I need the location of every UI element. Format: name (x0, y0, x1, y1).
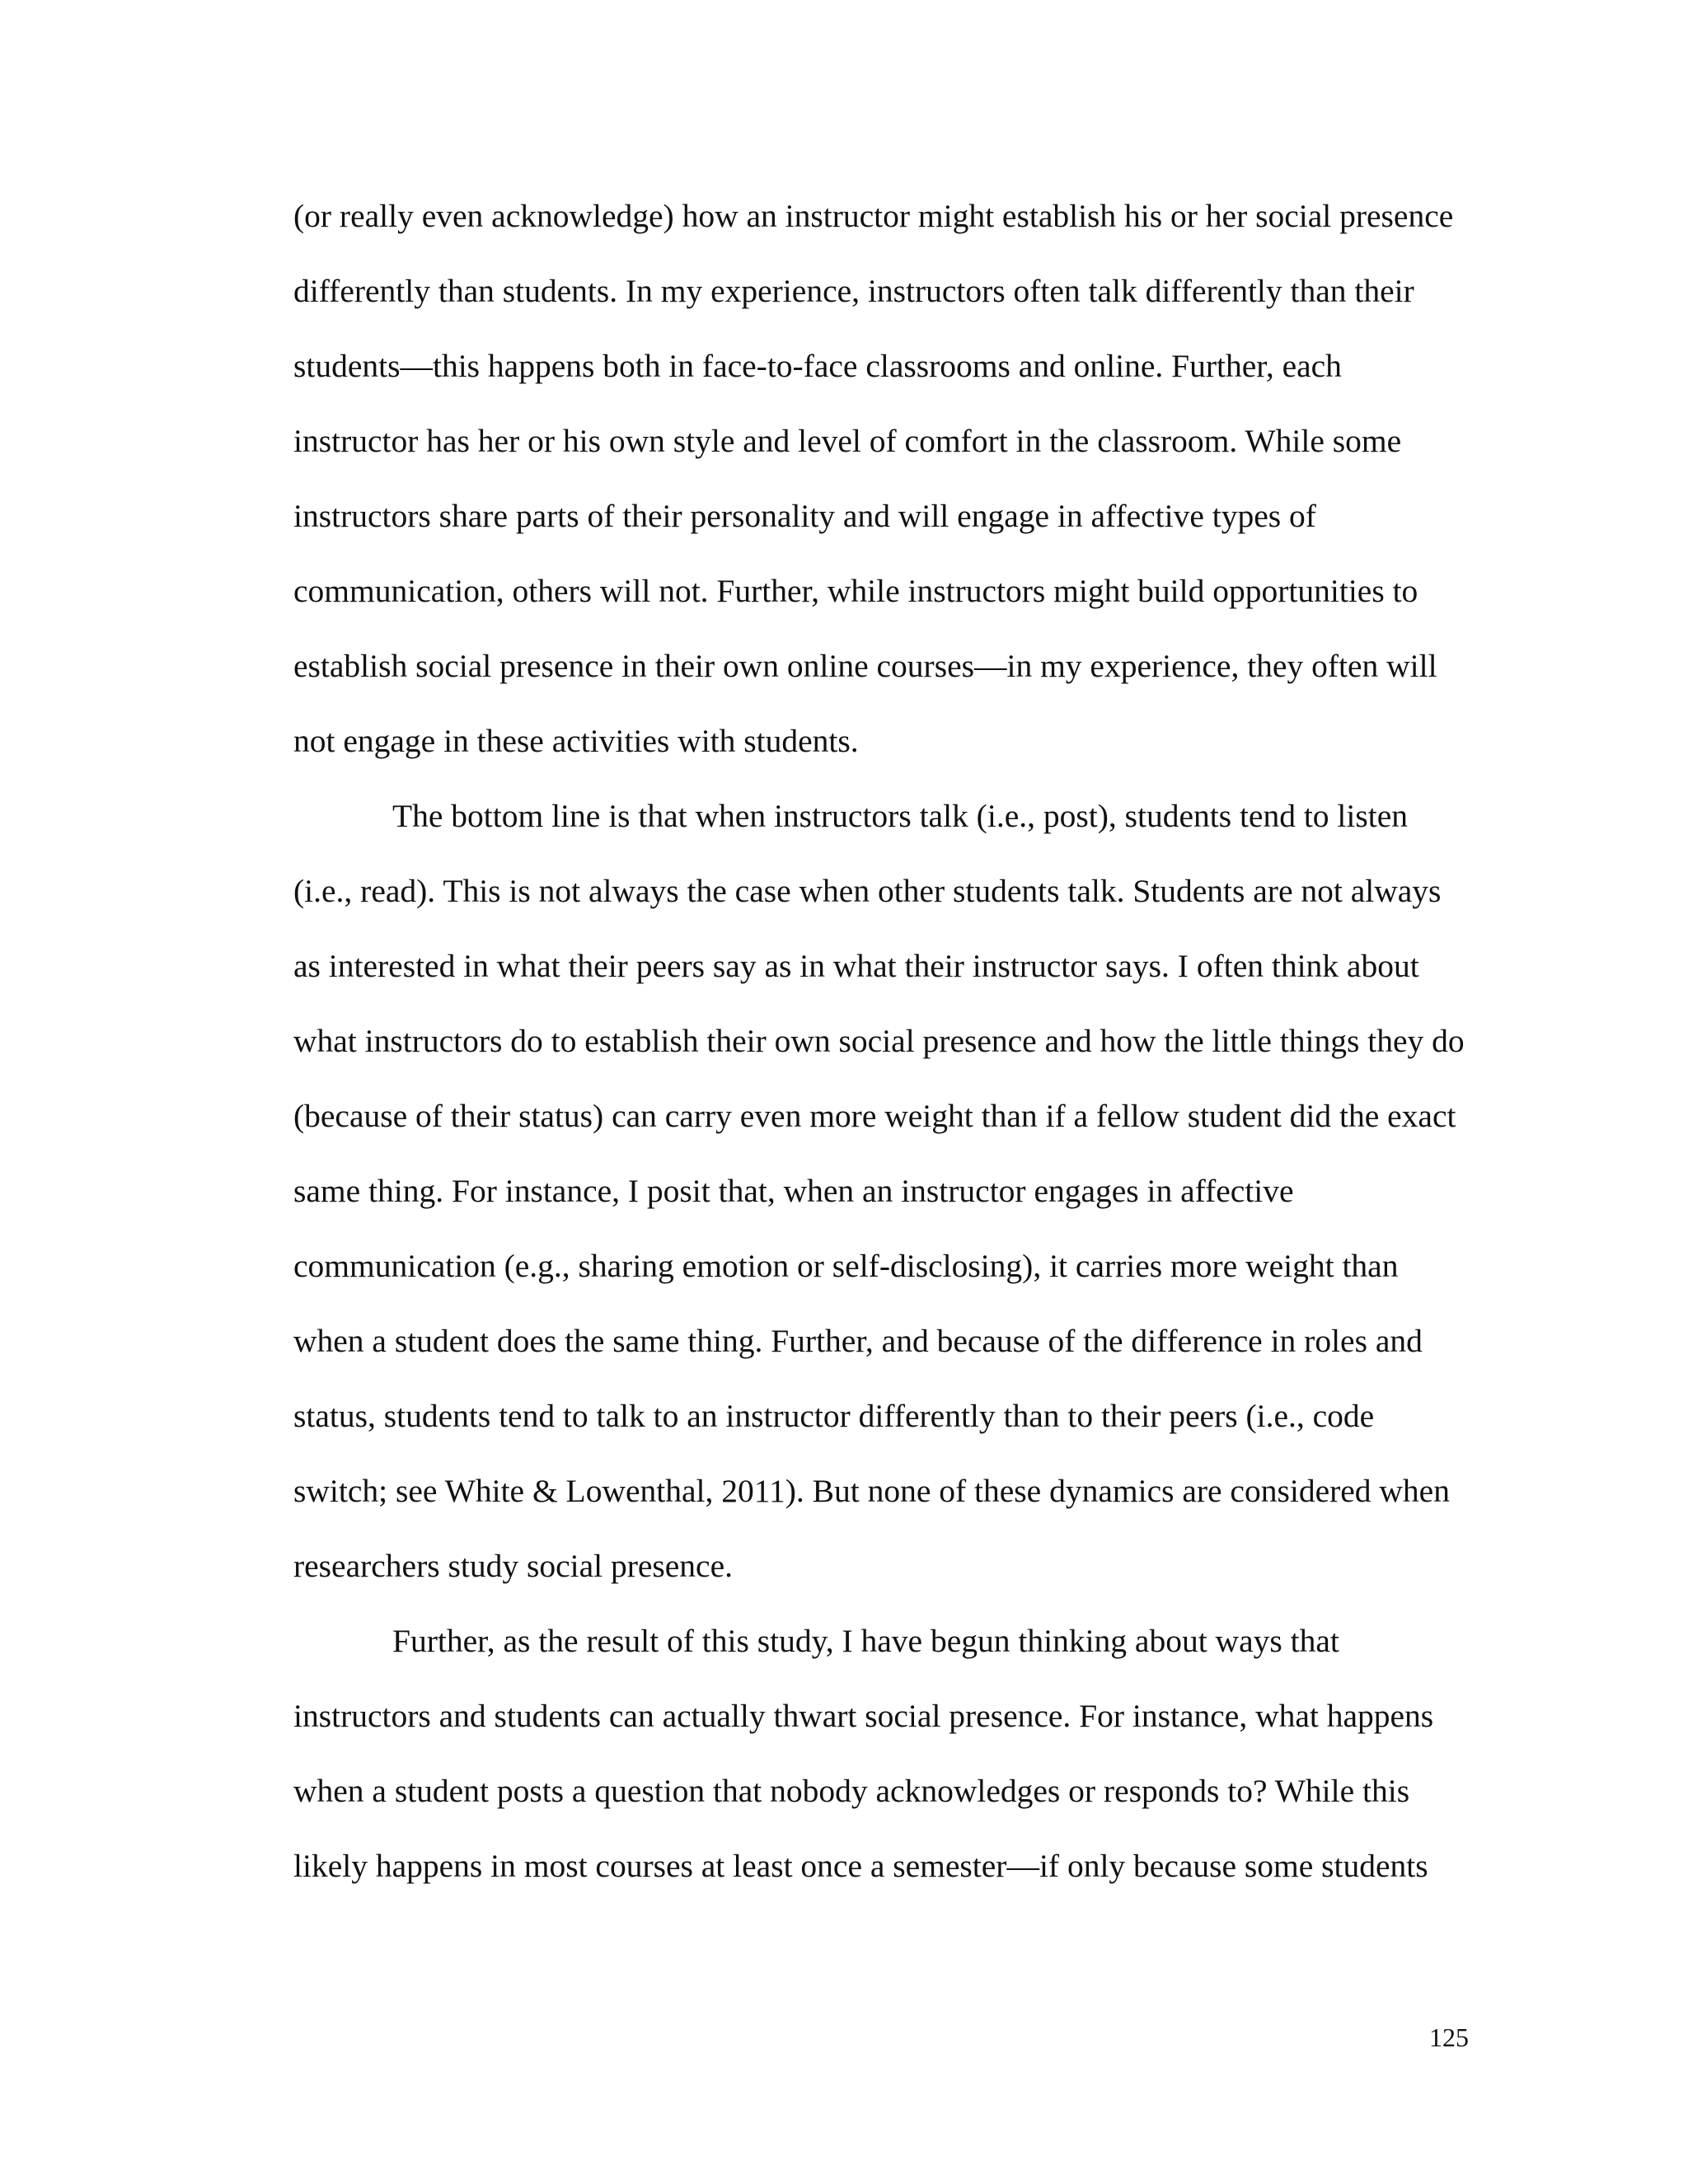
text-line: differently than students. In my experience, instructors often talk differently than their (293, 273, 1414, 309)
text-line: as interested in what their peers say as in what their instructor says. I often think about (293, 948, 1419, 984)
text-line: establish social presence in their own online courses—in my experience, they often will (293, 648, 1437, 684)
text-line: when a student does the same thing. Further, and because of the difference in roles and (293, 1323, 1423, 1359)
text-line: communication, others will not. Further, while instructors might build opportunities to (293, 573, 1418, 609)
text-line: not engage in these activities with students. (293, 723, 859, 759)
text-line: instructors and students can actually thwart social presence. For instance, what happens (293, 1698, 1434, 1734)
text-line: (or really even acknowledge) how an instructor might establish his or her social presence (293, 198, 1454, 234)
text-line: instructors share parts of their personality and will engage in affective types of (293, 498, 1316, 534)
paragraph-3 (293, 1616, 1480, 1916)
paragraph-1 (293, 191, 1480, 791)
text-line: what instructors do to establish their own social presence and how the little things they do (293, 1023, 1465, 1059)
text-line: when a student posts a question that nobody acknowledges or responds to? While this (293, 1773, 1410, 1809)
text-line: (because of their status) can carry even more weight than if a fellow student did the exact (293, 1098, 1456, 1134)
text-line: status, students tend to talk to an instructor differently than to their peers (i.e., code (293, 1398, 1375, 1434)
text-line: same thing. For instance, I posit that, when an instructor engages in affective (293, 1173, 1294, 1209)
text-line: communication (e.g., sharing emotion or self-disclosing), it carries more weight than (293, 1248, 1399, 1284)
text-line: instructor has her or his own style and level of comfort in the classroom. While some (293, 423, 1402, 459)
text-line: students—this happens both in face-to-face classrooms and online. Further, each (293, 348, 1342, 384)
paragraph-2 (293, 791, 1480, 1616)
text-line: switch; see White & Lowenthal, 2011). But none of these dynamics are considered when (293, 1473, 1450, 1509)
text-line: researchers study social presence. (293, 1548, 733, 1584)
text-line-indented: Further, as the result of this study, I have begun thinking about ways that (392, 1623, 1339, 1659)
body-text (293, 191, 1480, 1916)
text-line-indented: The bottom line is that when instructors talk (i.e., post), students tend to listen (392, 798, 1409, 834)
text-line: likely happens in most courses at least once a semester—if only because some students (293, 1848, 1428, 1884)
text-line: (i.e., read). This is not always the case when other students talk. Students are not always (293, 873, 1442, 909)
page-number: 125 (1429, 2022, 1469, 2052)
